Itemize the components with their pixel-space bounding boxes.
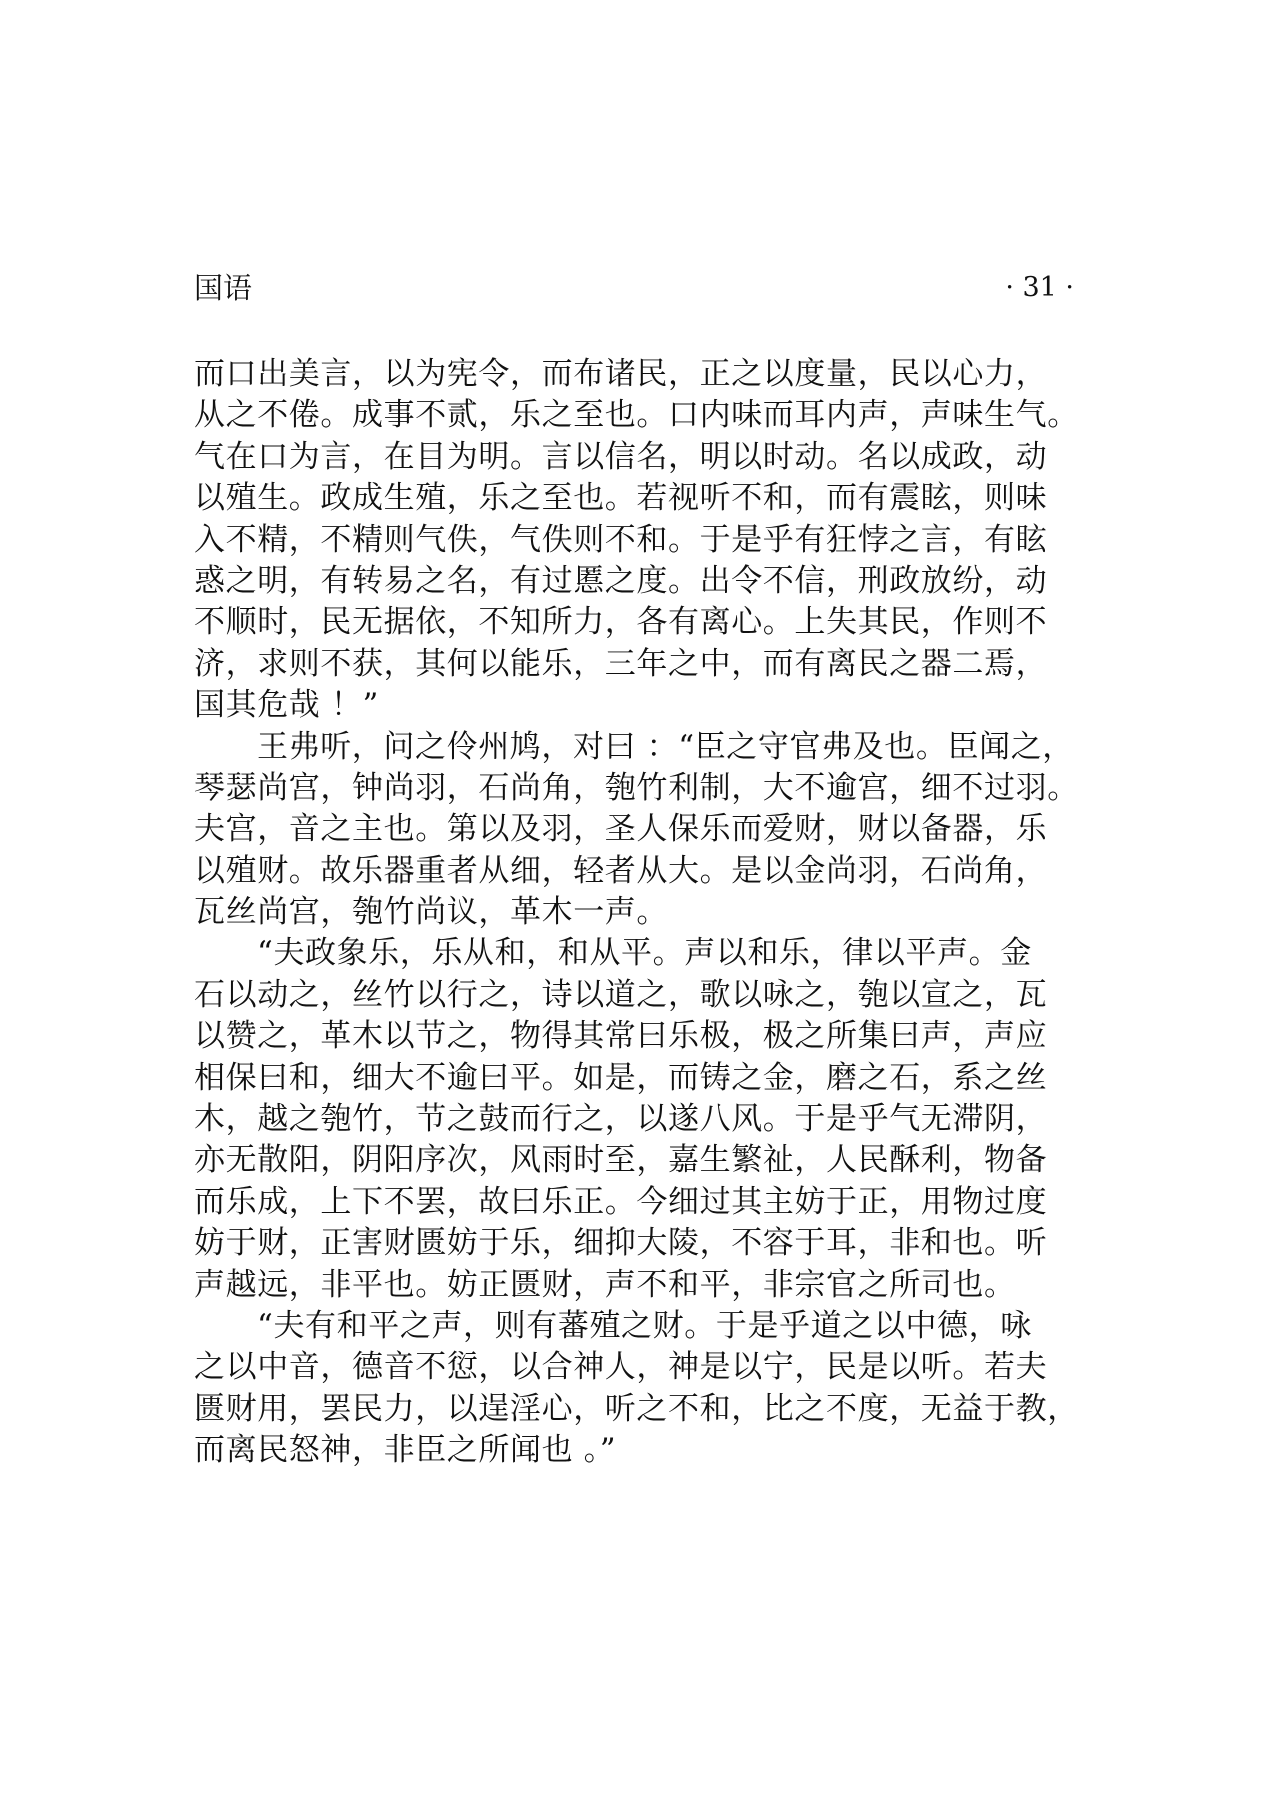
body-text [194, 354, 1114, 1472]
text-line: “夫政象乐，乐从和，和从平。声以和乐，律以平声。金 [257, 935, 1032, 972]
page-header [194, 268, 1074, 308]
text-line: 之以中音，德音不愆，以合神人，神是以宁，民是以听。若夫 [194, 1349, 1048, 1386]
text-line: 木，越之匏竹，节之鼓而行之，以遂八风。于是乎气无滞阴， [194, 1101, 1048, 1138]
text-line: 王弗听，问之伶州鸠，对曰 ：“臣之守官弗及也。臣闻之， [257, 728, 1074, 765]
text-line: 匮财用，罢民力，以逞淫心，听之不和，比之不度，无益于教， [194, 1390, 1079, 1427]
text-line: 琴瑟尚宫，钟尚羽，石尚角，匏竹利制，大不逾宫，细不过羽。 [194, 769, 1079, 806]
text-line: 从之不倦。成事不贰，乐之至也。口内味而耳内声，声味生气。 [194, 397, 1079, 434]
text-line: 而乐成，上下不罢，故曰乐正。今细过其主妨于正，用物过度 [194, 1183, 1048, 1220]
text-line: 国其危哉 ！” [194, 687, 379, 724]
text-line: 济，求则不获，其何以能乐，三年之中，而有离民之器二焉， [194, 645, 1048, 682]
text-line: 瓦丝尚宫，匏竹尚议，革木一声。 [194, 894, 668, 931]
text-line: 亦无散阳，阴阳序次，风雨时至，嘉生繁祉，人民酥利，物备 [194, 1142, 1048, 1179]
text-line: “夫有和平之声，则有蕃殖之财。于是乎道之以中德，咏 [257, 1307, 1032, 1344]
running-title: 国语 [194, 271, 253, 305]
text-line: 声越远，非平也。妨正匮财，声不和平，非宗官之所司也。 [194, 1266, 1016, 1303]
text-line: 气在口为言，在目为明。言以信名，明以时动。名以成政，动 [194, 438, 1048, 475]
text-line: 而口出美言，以为宪令，而布诸民，正之以度量，民以心力， [194, 356, 1048, 392]
text-line: 而离民怒神，非臣之所闻也 。” [194, 1432, 617, 1469]
text-line: 以殖财。故乐器重者从细，轻者从大。是以金尚羽，石尚角， [194, 852, 1048, 889]
text-line: 以赞之，革木以节之，物得其常曰乐极，极之所集曰声，声应 [194, 1018, 1048, 1055]
text-line: 石以动之，丝竹以行之，诗以道之，歌以咏之，匏以宣之，瓦 [194, 976, 1048, 1013]
text-line: 妨于财，正害财匮妨于乐，细抑大陵，不容于耳，非和也。听 [194, 1225, 1048, 1262]
text-line: 不顺时，民无据依，不知所力，各有离心。上失其民，作则不 [194, 604, 1048, 641]
page-number: · 31 · [1005, 272, 1074, 303]
text-line: 夫宫，音之主也。第以及羽，圣人保乐而爱财，财以备器，乐 [194, 811, 1048, 848]
text-line: 以殖生。政成生殖，乐之至也。若视听不和，而有震眩，则味 [194, 480, 1048, 517]
text-line: 惑之明，有转易之名，有过慝之度。出令不信，刑政放纷，动 [194, 562, 1048, 599]
text-line: 入不精，不精则气佚，气佚则不和。于是乎有狂悖之言，有眩 [194, 521, 1048, 558]
text-line: 相保曰和，细大不逾曰平。如是，而铸之金，磨之石，系之丝 [194, 1059, 1048, 1096]
